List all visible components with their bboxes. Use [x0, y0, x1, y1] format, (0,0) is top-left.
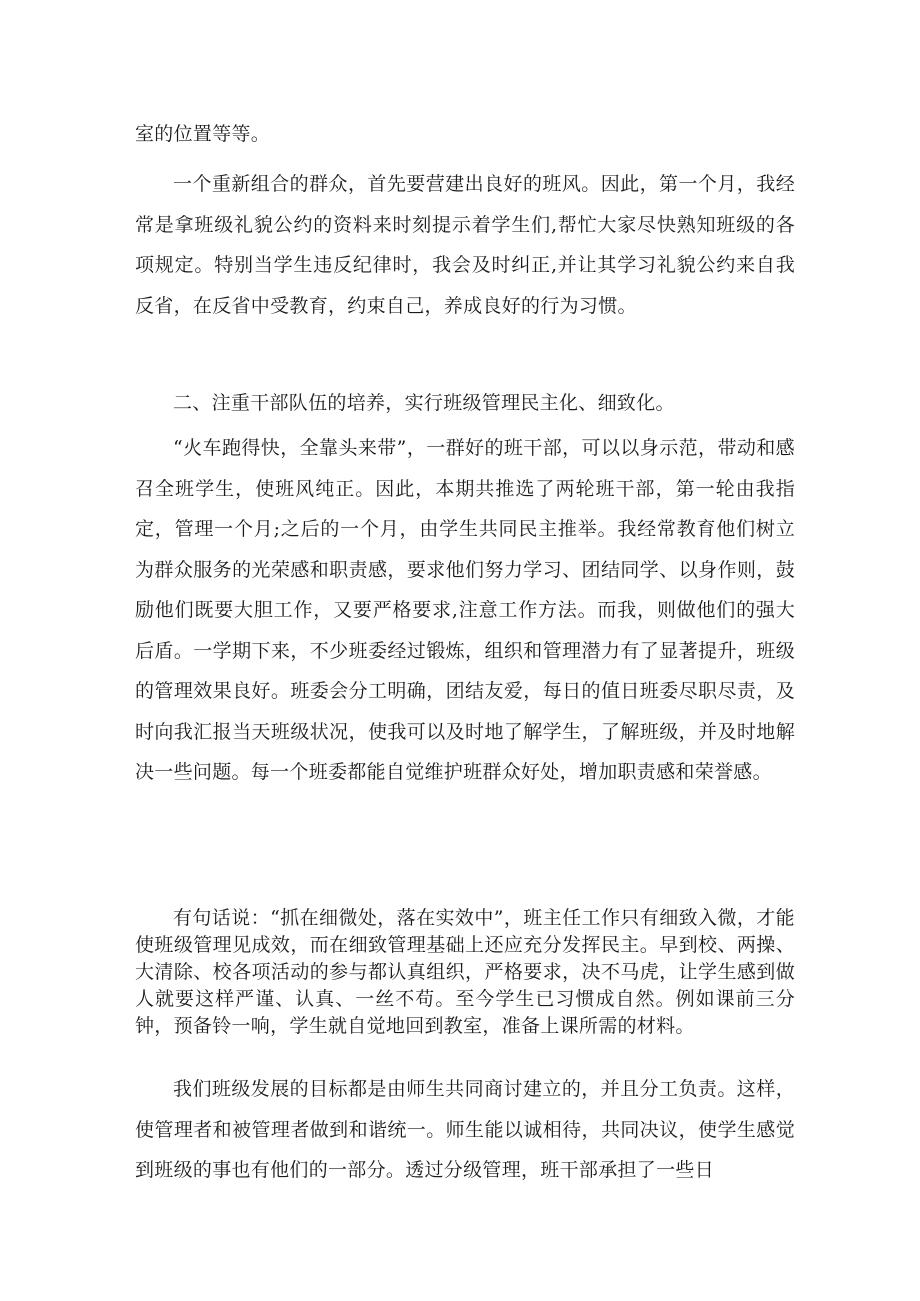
paragraph-class-goals: 我们班级发展的目标都是由师生共同商讨建立的，并且分工负责。这样，使管理者和被管理者做到和谐统一。师生能以诚相待，共同决议，使学生感觉到班级的事也有他们的一部分。透过分级管理，班干部承担了一些日 [135, 1078, 795, 1181]
paragraph-continuation: 室的位置等等。 [135, 123, 271, 145]
paragraph-detail-management: 有句话说：“抓在细微处，落在实效中”，班主任工作只有细致入微，才能使班级管理见成效，而在细致管理基础上还应充分发挥民主。早到校、两操、大清除、校各项活动的参与都认真组织，严格要求，决不马虎，让学生感到做人就要这样严谨、认真、一丝不苟。至今学生已习惯成自然。例如课前三分钟，预备铃一响，学生就自觉地回到教室，准备上课所需的材料。 [135, 907, 795, 1037]
paragraph-class-cadres: “火车跑得快，全靠头来带”，一群好的班干部，可以以身示范，带动和感召全班学生，使班风纯正。因此，本期共推选了两轮班干部，第一轮由我指定，管理一个月;之后的一个月，由学生共同民主推举。我经常教育他们树立为群众服务的光荣感和职责感，要求他们努力学习、团结同学、以身作则，鼓励他们既要大胆工作，又要严格要求,注意工作方法。而我，则做他们的强大后盾。一学期下来，不少班委经过锻炼，组织和管理潜力有了显著提升，班级的管理效果良好。班委会分工明确，团结友爱，每日的值日班委尽职尽责，及时向我汇报当天班级状况，使我可以及时地了解学生，了解班级，并及时地解决一些问题。每一个班委都能自觉维护班群众好处，增加职责感和荣誉感。 [135, 437, 795, 783]
section-heading-cadre-training: 二、注重干部队伍的培养，实行班级管理民主化、细致化。 [173, 392, 675, 414]
paragraph-class-atmosphere: 一个重新组合的群众，首先要营建出良好的班风。因此，第一个月，我经常是拿班级礼貌公约的资料来时刻提示着学生们,帮忙大家尽快熟知班级的各项规定。特别当学生违反纪律时，我会及时纠正,并让其学习礼貌公约来自我反省，在反省中受教育，约束自己，养成良好的行为习惯。 [135, 173, 795, 317]
